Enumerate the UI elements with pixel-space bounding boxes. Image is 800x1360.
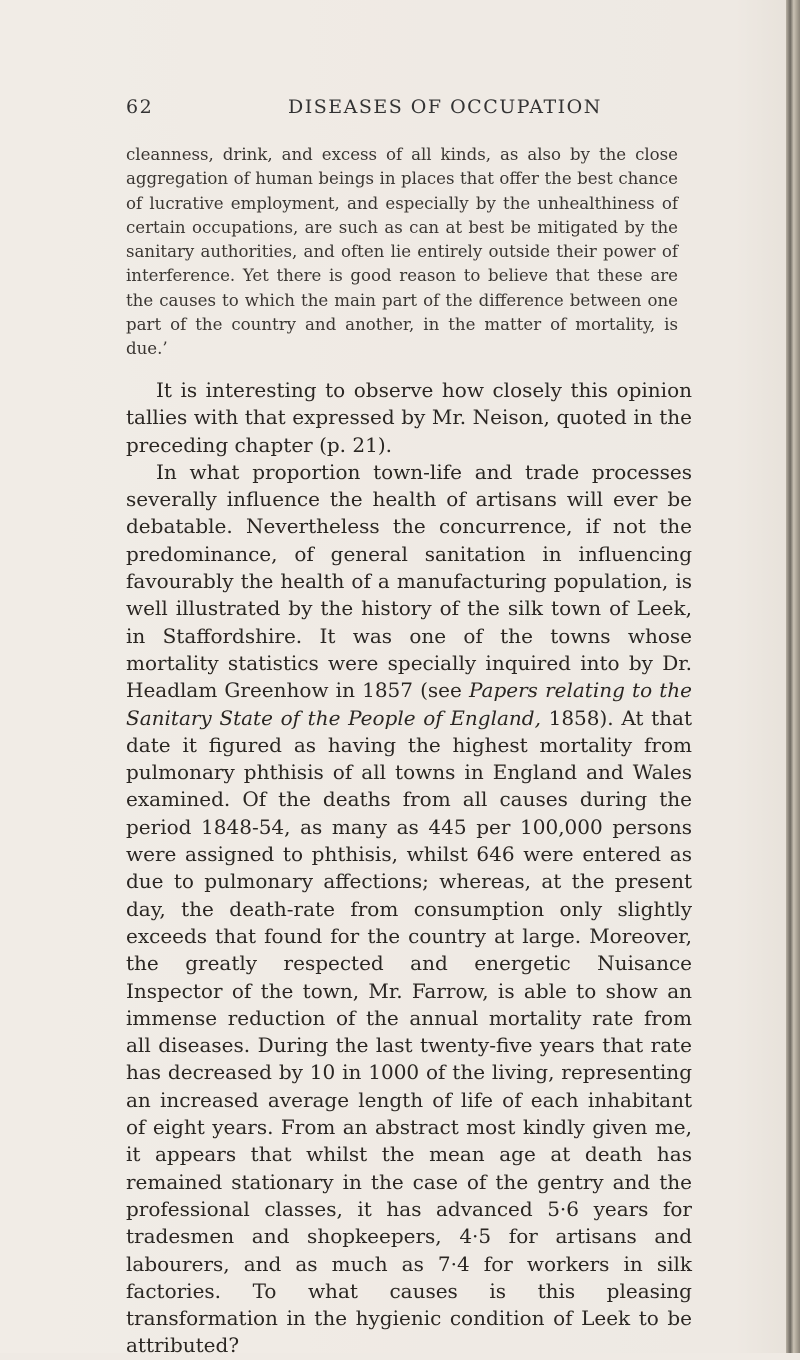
paragraph-2 xyxy=(126,459,692,1360)
quoted-passage xyxy=(126,143,678,362)
quote-paragraph: cleanness, drink, and excess of all kinds, as also by the close aggregation of human beings in places that offer the best chance of lucrative employment, and especially by the unhealthiness of certain occupations, are such as can at best be mitigated by the sanitary authorities, and often lie entirely outside their power of interference. Yet there is good reason to believe that these are the causes to which the main part of the difference between one part of the country and another, in the matter of mortality, is due.’ xyxy=(126,145,678,359)
paragraph-1: It is interesting to observe how closely this opinion tallies with that expressed by Mr. Neison, quoted in the preceding chapter (p. 21). xyxy=(126,378,692,457)
page-edge-binding xyxy=(786,0,800,1353)
body-text xyxy=(126,377,692,1360)
paragraph-2-part-b: 1858). At that date it figured as having the highest mortality from pulmonary phthisis of all towns in England and Wales examined. Of the deaths from all causes during the period 1848-54, as many as 445 per 100,000 persons were assigned to phthisis, whilst 646 were entered as due to pulmonary affections; whereas, at the present day, the death-rate from consumption only slightly exceeds that found for the country at large. Moreover, the greatly respected and energetic Nuisance Inspector of the town, Mr. Farrow, is able to show an immense reduction of the annual mortality rate from all diseases. During the last twenty-five years that rate has decreased by 10 in 1000 of the living, representing an increased average length of life of each inhabitant of eight years. From an abstract most kindly given me, it appears that whilst the mean age at death has remained stationary in the case of the gentry and the professional classes, it has advanced 5·6 years for tradesmen and shopkeepers, 4·5 for artisans and labourers, and as much as 7·4 for workers in silk factories. To what causes is this pleasing transformation in the hygienic condition of Leek to be attributed? xyxy=(126,705,692,1358)
running-title: DISEASES OF OCCUPATION xyxy=(288,96,602,118)
cited-work-title: Papers relating to the Sanitary State of the People of England, xyxy=(126,678,693,730)
page-number: 62 xyxy=(126,96,154,118)
paragraph-2-part-a: In what proportion town-life and trade processes severally influence the health of artisans will ever be debatable. Nevertheless the concurrence, if not the predominance, of general sanitation in influencing favourably the health of a manufacturing population, is well illustrated by the history of the silk town of Leek, in Staffordshire. It was one of the towns whose mortality statistics were specially inquired into by Dr. Headlam Greenhow in 1857 (see xyxy=(126,459,692,703)
